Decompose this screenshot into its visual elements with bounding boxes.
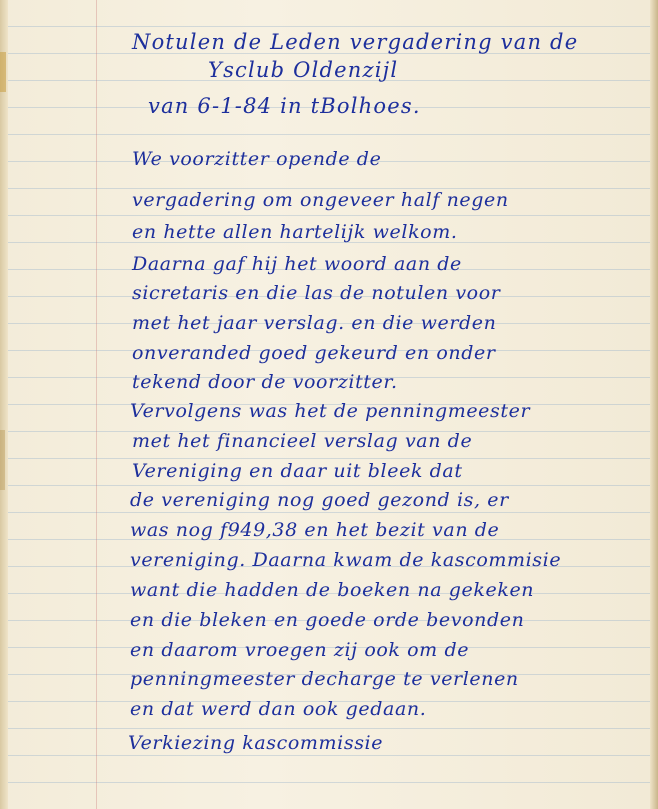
body-line: vergadering om ongeveer half negen [132,189,509,211]
body-line: Vervolgens was het de penningmeester [130,400,531,422]
body-line: met het financieel verslag van de [132,430,473,452]
body-line: tekend door de voorzitter. [132,371,398,393]
body-line: met het jaar verslag. en die werden [132,312,497,334]
body-line: en dat werd dan ook gedaan. [130,698,427,720]
body-line: penningmeester decharge te verlenen [130,668,519,690]
title-line-1: Notulen de Leden vergadering van de [132,30,579,54]
title-line-2: Ysclub Oldenzijl [208,58,399,82]
body-line: en die bleken en goede orde bevonden [130,609,525,631]
body-line: Verkiezing kascommissie [128,732,384,754]
body-line: Vereniging en daar uit bleek dat [132,460,463,482]
body-line: want die hadden de boeken na gekeken [130,579,535,601]
page-left-edge [0,0,8,809]
body-line: We voorzitter opende de [132,148,382,170]
body-line: was nog f949,38 en het bezit van de [130,519,500,541]
binding-mark-lower [0,430,5,490]
title-line-3: van 6-1-84 in tBolhoes. [148,94,421,118]
body-line: vereniging. Daarna kwam de kascommisie [130,549,562,571]
body-line: sicretaris en die las de notulen voor [132,282,501,304]
body-line: en daarom vroegen zij ook om de [130,639,470,661]
body-line: de vereniging nog goed gezond is, er [130,489,509,511]
binding-mark [0,52,6,92]
margin-rule [96,0,97,809]
body-line: Daarna gaf hij het woord aan de [132,253,462,275]
body-line: onveranded goed gekeurd en onder [132,342,496,364]
body-line: en hette allen hartelijk welkom. [132,221,458,243]
page-right-edge [650,0,658,809]
